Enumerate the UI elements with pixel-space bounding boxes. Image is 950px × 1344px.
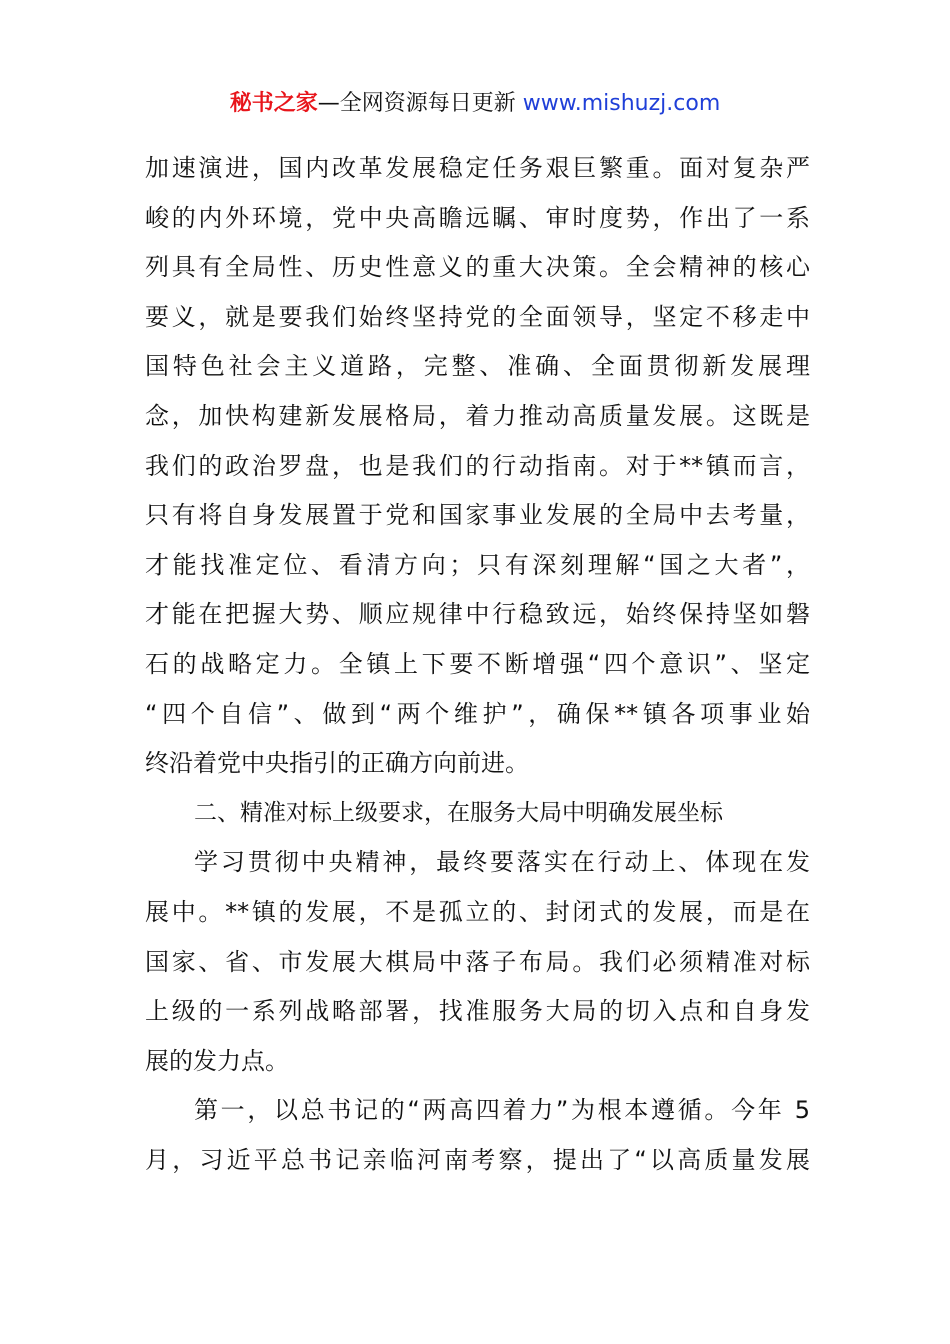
text-line: 上级的一系列战略部署，找准服务大局的切入点和自身发 bbox=[145, 997, 810, 1026]
text-line: 才能在把握大势、顺应规律中行稳致远，始终保持坚如磐 bbox=[145, 600, 810, 629]
text-line: 列具有全局性、历史性意义的重大决策。全会精神的核心 bbox=[145, 253, 810, 282]
text-line: 第一，以总书记的“两高四着力”为根本遵循。今年 5 bbox=[194, 1096, 810, 1125]
text-line: 国家、省、市发展大棋局中落子布局。我们必须精准对标 bbox=[145, 947, 810, 976]
document-body bbox=[145, 144, 810, 1185]
text-line: 月，习近平总书记亲临河南考察，提出了“以高质量发展 bbox=[145, 1145, 810, 1174]
brand-name: 秘书之家 bbox=[229, 91, 318, 116]
section-heading: 二、精准对标上级要求，在服务大局中明确发展坐标 bbox=[194, 799, 723, 826]
text-line: 要义，就是要我们始终坚持党的全面领导，坚定不移走中 bbox=[145, 302, 810, 331]
page-header bbox=[0, 86, 950, 122]
text-line: 展的发力点。 bbox=[145, 1046, 289, 1075]
text-line: 峻的内外环境，党中央高瞻远瞩、审时度势，作出了一系 bbox=[145, 203, 810, 232]
site-url[interactable]: www.mishuzj.com bbox=[522, 91, 721, 116]
text-line: 念，加快构建新发展格局，着力推动高质量发展。这既是 bbox=[145, 401, 810, 430]
text-line: 学习贯彻中央精神，最终要落实在行动上、体现在发 bbox=[194, 848, 810, 877]
text-line: 才能找准定位、看清方向；只有深刻理解“国之大者”， bbox=[145, 550, 810, 579]
text-line: 石的战略定力。全镇上下要不断增强“四个意识”、坚定 bbox=[145, 649, 810, 678]
header-tagline: —全网资源每日更新 bbox=[317, 91, 523, 116]
text-line: 国特色社会主义道路，完整、准确、全面贯彻新发展理 bbox=[145, 352, 810, 381]
text-line: 展中。**镇的发展，不是孤立的、封闭式的发展，而是在 bbox=[145, 897, 810, 926]
text-line: 加速演进，国内改革发展稳定任务艰巨繁重。面对复杂严 bbox=[145, 154, 810, 182]
text-line: 我们的政治罗盘，也是我们的行动指南。对于**镇而言， bbox=[145, 451, 810, 480]
text-line: 终沿着党中央指引的正确方向前进。 bbox=[145, 749, 529, 778]
text-line: 只有将自身发展置于党和国家事业发展的全局中去考量， bbox=[145, 501, 810, 530]
text-line: “四个自信”、做到“两个维护”，确保**镇各项事业始 bbox=[145, 699, 810, 728]
